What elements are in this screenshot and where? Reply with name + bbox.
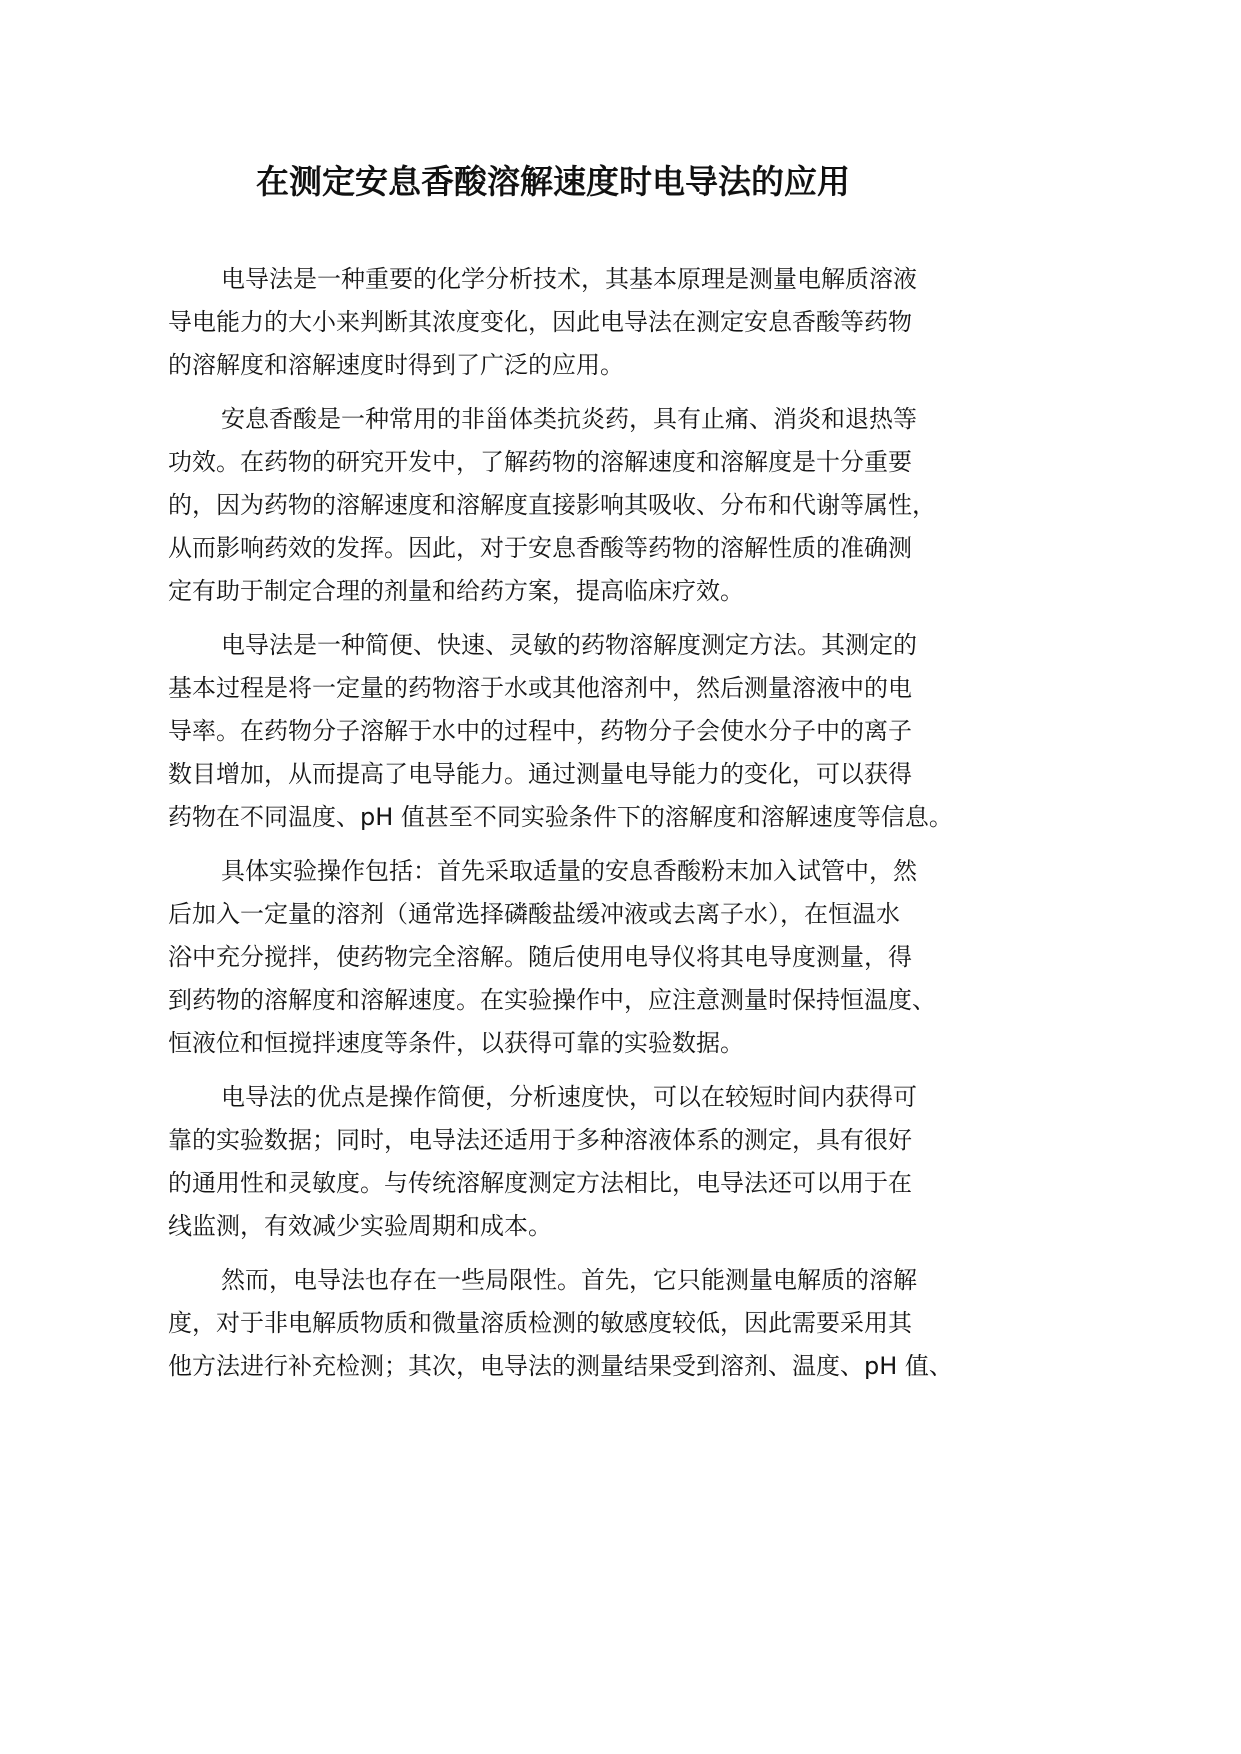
paragraph-line: 线监测，有效减少实验周期和成本。 bbox=[168, 1212, 552, 1240]
paragraph-6 bbox=[168, 1259, 953, 1388]
paragraph-line: 他方法进行补充检测；其次，电导法的测量结果受到溶剂、温度、pH 值、 bbox=[168, 1352, 953, 1380]
paragraph-line: 定有助于制定合理的剂量和给药方案，提高临床疗效。 bbox=[168, 577, 744, 605]
paragraph-line: 浴中充分搅拌，使药物完全溶解。随后使用电导仪将其电导度测量，得 bbox=[168, 943, 912, 971]
paragraph-2 bbox=[168, 398, 938, 613]
paragraph-line: 药物在不同温度、pH 值甚至不同实验条件下的溶解度和溶解速度等信息。 bbox=[168, 803, 953, 831]
paragraph-line: 度，对于非电解质物质和微量溶质检测的敏感度较低，因此需要采用其 bbox=[168, 1309, 912, 1337]
paragraph-line: 靠的实验数据；同时，电导法还适用于多种溶液体系的测定，具有很好 bbox=[168, 1126, 912, 1154]
paragraph-line: 数目增加，从而提高了电导能力。通过测量电导能力的变化，可以获得 bbox=[168, 760, 912, 788]
paragraph-line: 的溶解度和溶解速度时得到了广泛的应用。 bbox=[168, 351, 624, 379]
paragraph-line: 后加入一定量的溶剂（通常选择磷酸盐缓冲液或去离子水），在恒温水 bbox=[168, 900, 900, 928]
paragraph-line: 电导法的优点是操作简便，分析速度快，可以在较短时间内获得可 bbox=[221, 1083, 917, 1111]
paragraph-line: 安息香酸是一种常用的非甾体类抗炎药，具有止痛、消炎和退热等 bbox=[221, 405, 917, 433]
paragraph-5 bbox=[168, 1076, 938, 1248]
paragraph-1 bbox=[168, 258, 938, 387]
document-title: 在测定安息香酸溶解速度时电导法的应用 bbox=[256, 162, 850, 201]
paragraph-line: 电导法是一种简便、快速、灵敏的药物溶解度测定方法。其测定的 bbox=[221, 631, 917, 659]
paragraph-line: 从而影响药效的发挥。因此，对于安息香酸等药物的溶解性质的准确测 bbox=[168, 534, 912, 562]
paragraph-3 bbox=[168, 624, 953, 839]
paragraph-line: 具体实验操作包括：首先采取适量的安息香酸粉末加入试管中，然 bbox=[221, 857, 917, 885]
paragraph-line: 的，因为药物的溶解速度和溶解度直接影响其吸收、分布和代谢等属性， bbox=[168, 491, 936, 519]
paragraph-line: 然而，电导法也存在一些局限性。首先，它只能测量电解质的溶解 bbox=[221, 1266, 917, 1294]
paragraph-line: 基本过程是将一定量的药物溶于水或其他溶剂中，然后测量溶液中的电 bbox=[168, 674, 912, 702]
paragraph-line: 的通用性和灵敏度。与传统溶解度测定方法相比，电导法还可以用于在 bbox=[168, 1169, 912, 1197]
paragraph-line: 导电能力的大小来判断其浓度变化，因此电导法在测定安息香酸等药物 bbox=[168, 308, 912, 336]
paragraph-4 bbox=[168, 850, 938, 1065]
paragraph-line: 功效。在药物的研究开发中，了解药物的溶解速度和溶解度是十分重要 bbox=[168, 448, 912, 476]
document-page bbox=[168, 162, 953, 1399]
paragraph-line: 恒液位和恒搅拌速度等条件，以获得可靠的实验数据。 bbox=[168, 1029, 744, 1057]
paragraph-line: 导率。在药物分子溶解于水中的过程中，药物分子会使水分子中的离子 bbox=[168, 717, 912, 745]
paragraph-line: 电导法是一种重要的化学分析技术，其基本原理是测量电解质溶液 bbox=[221, 265, 917, 293]
paragraph-line: 到药物的溶解度和溶解速度。在实验操作中，应注意测量时保持恒温度、 bbox=[168, 986, 936, 1014]
